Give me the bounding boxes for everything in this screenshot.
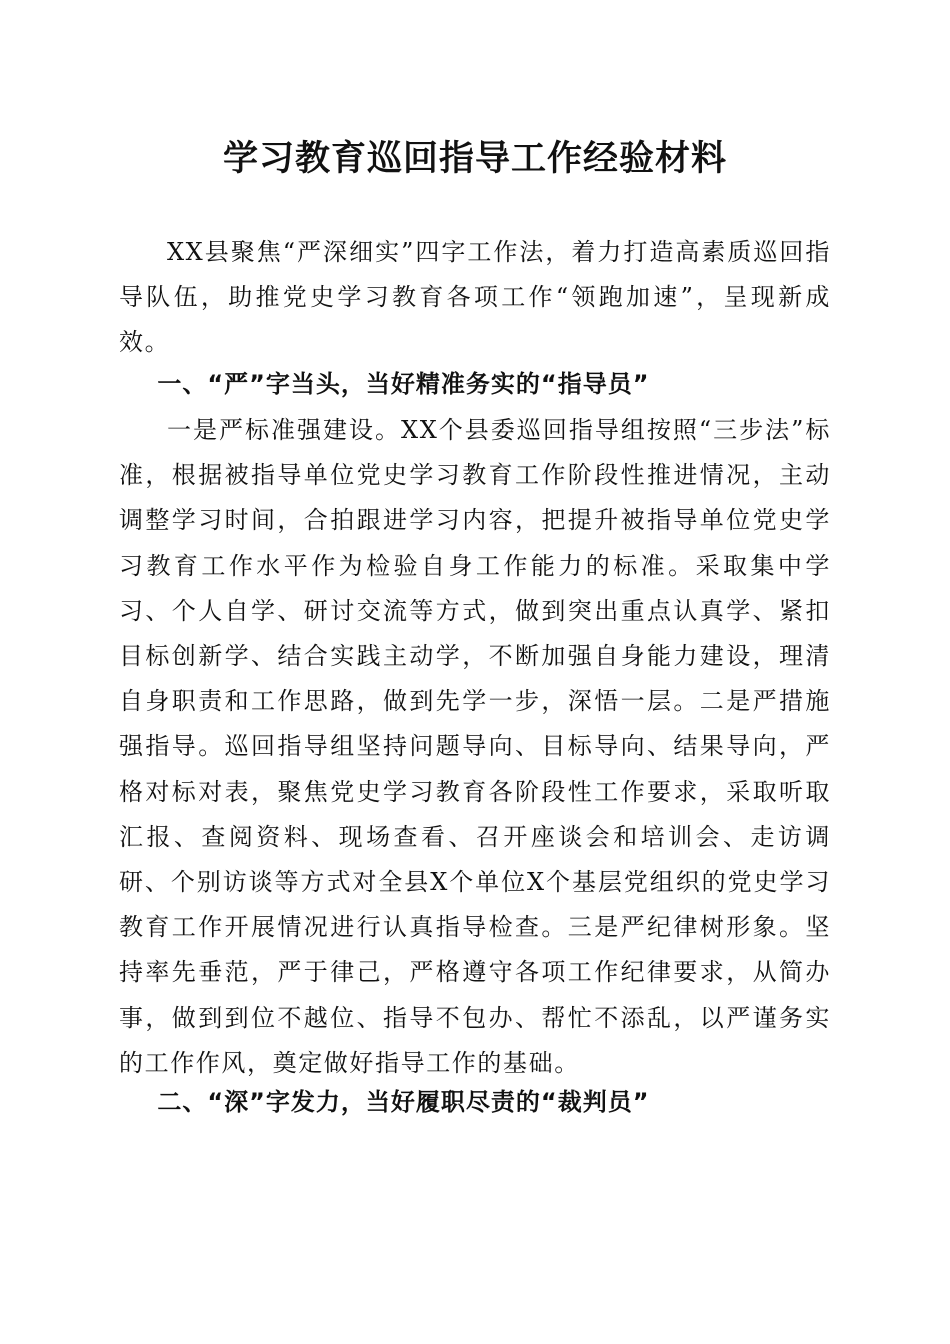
intro-paragraph: XX县聚焦“严深细实”四字工作法，着力打造高素质巡回指导队伍，助推党史学习教育各项工作“领跑加速”，呈现新成效。 [119,238,831,357]
section-heading-2: 二、“深”字发力，当好履职尽责的“裁判员” [157,1088,650,1116]
document-title: 学习教育巡回指导工作经验材料 [222,138,727,179]
section-body-1: 一是严标准强建设。XX个县委巡回指导组按照“三步法”标准，根据被指导单位党史学习教育工作阶段性推进情况，主动调整学习时间，合拍跟进学习内容，把提升被指导单位党史学习教育工作水平作为检验自身工作能力的标准。采取集中学习、个人自学、研讨交流等方式，做到突出重点认真学、紧扣目标创新学、结合实践主动学，不断加强自身能力建设，理清自身职责和工作思路，做到先学一步，深悟一层。二是严措施强指导。巡回指导组坚持问题导向、目标导向、结果导向，严格对标对表，聚焦党史学习教育各阶段性工作要求，采取听取汇报、查阅资料、现场查看、召开座谈会和培训会、走访调研、个别访谈等方式对全县X个单位X个基层党组织的党史学习教育工作开展情况进行认真指导检查。三是严纪律树形象。坚持率先垂范，严于律己，严格遵守各项工作纪律要求，从简办事，做到到位不越位、指导不包办、帮忙不添乱，以严谨务实的工作作风，奠定做好指导工作的基础。 [119,416,831,1077]
section-heading-1: 一、“严”字当头，当好精准务实的“指导员” [157,370,650,398]
